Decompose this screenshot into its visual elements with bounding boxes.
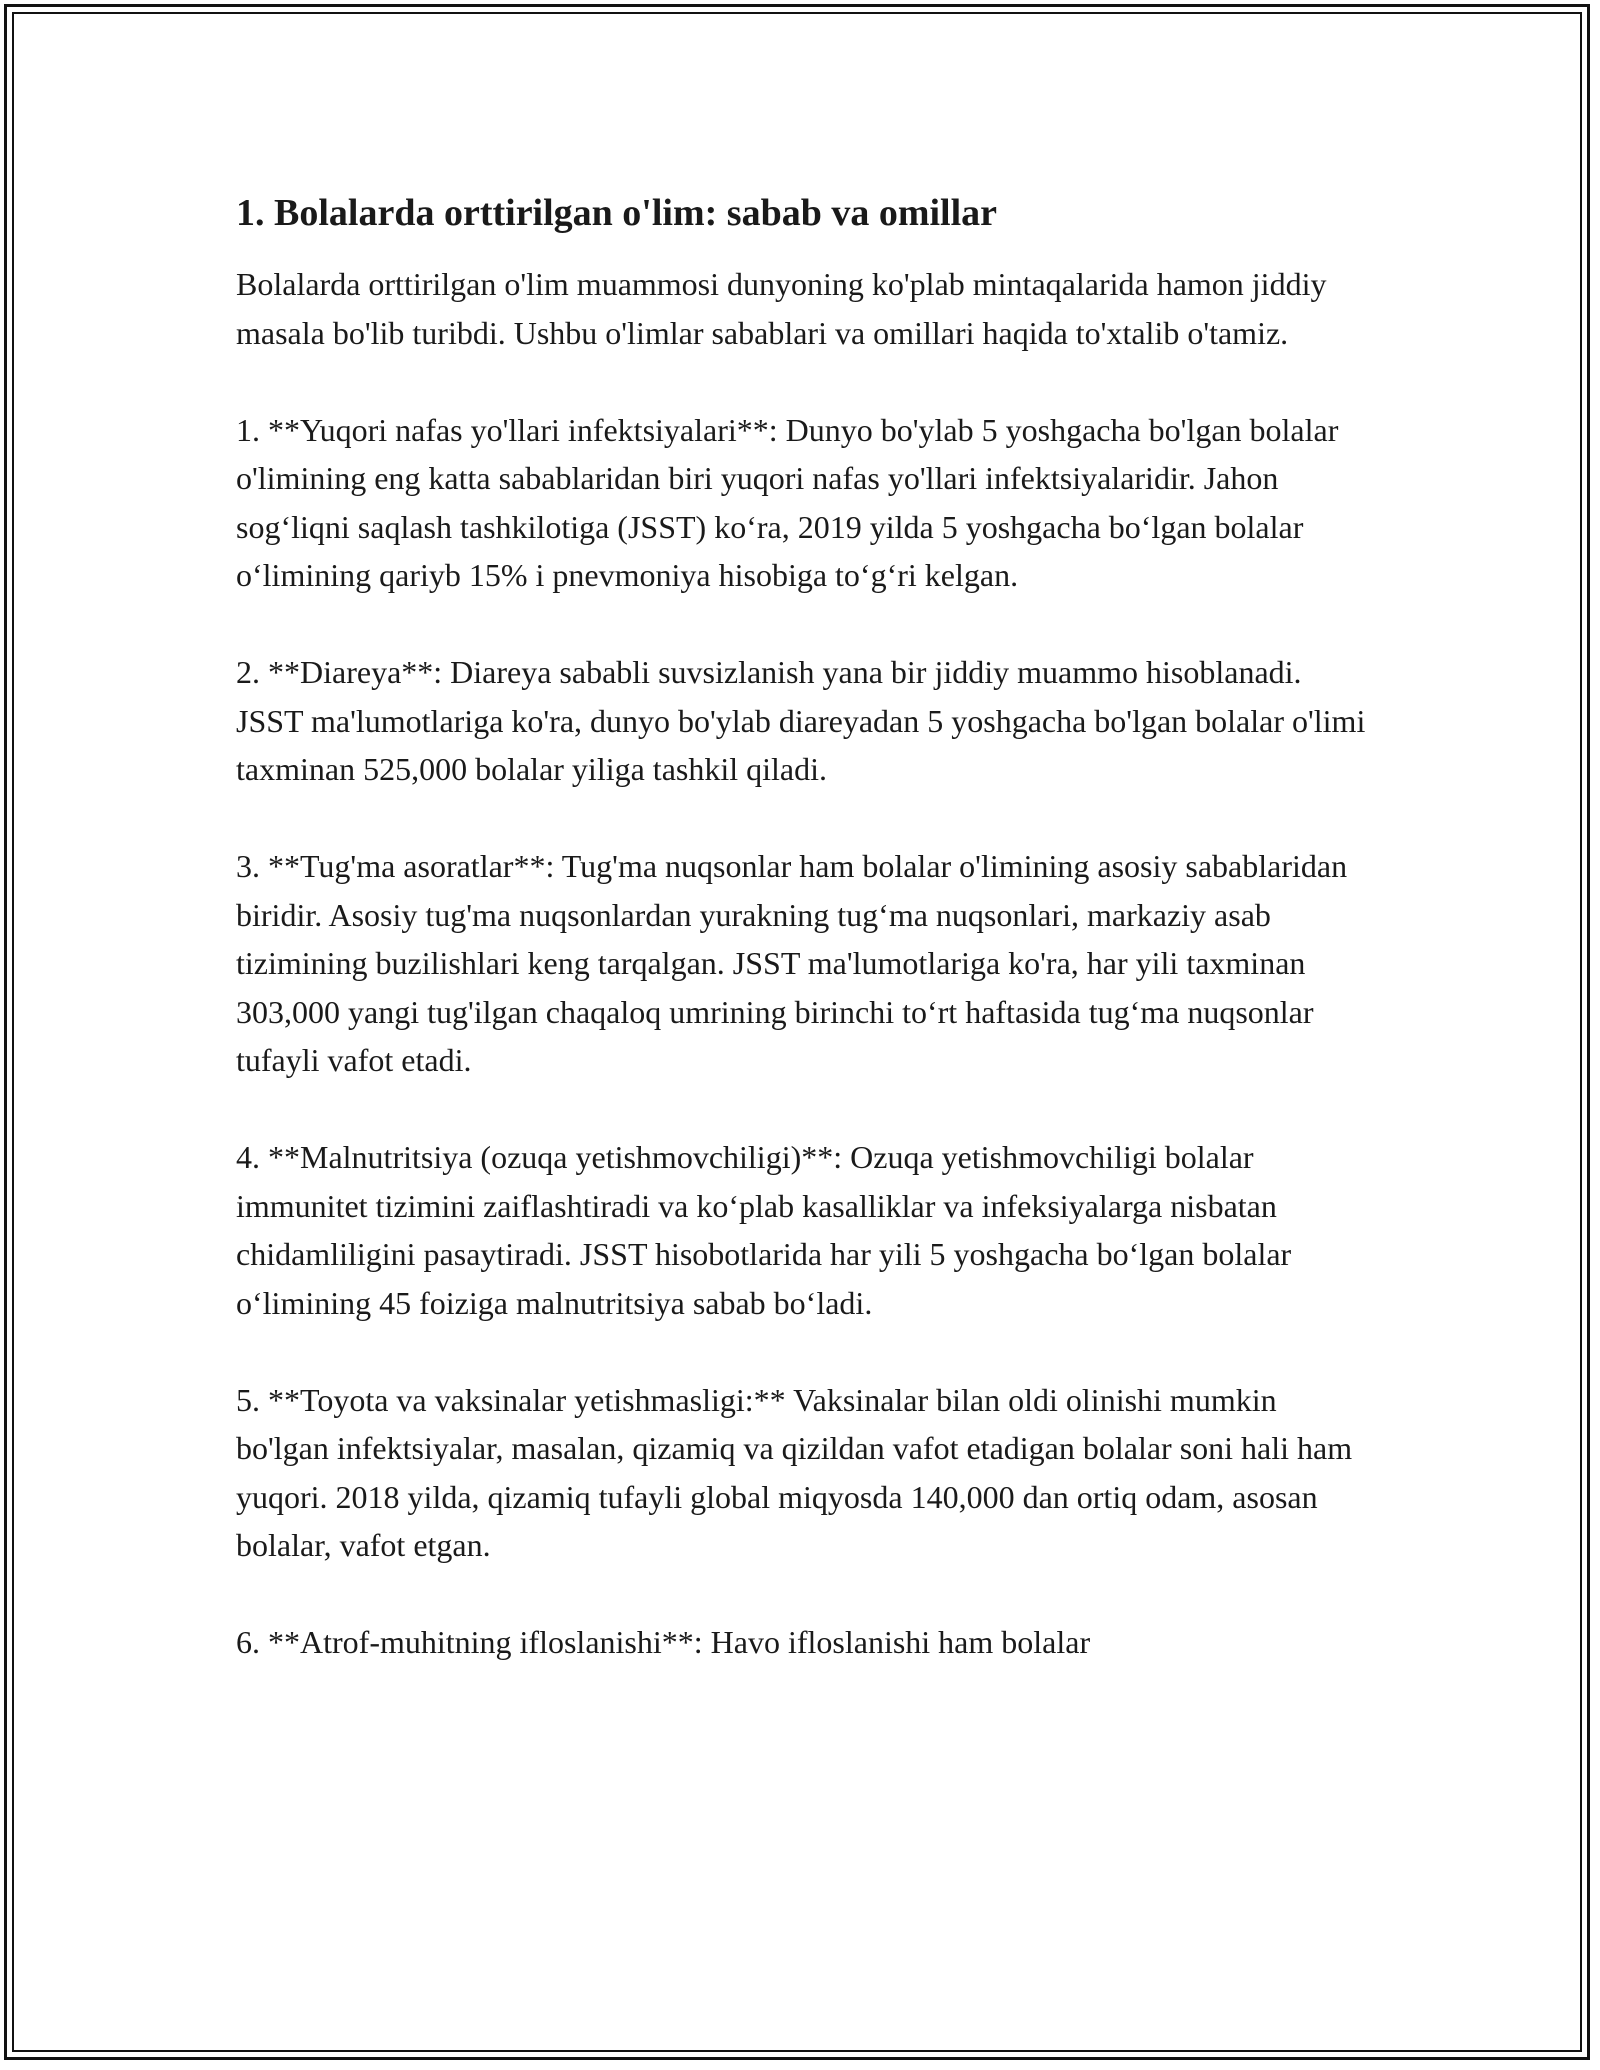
document-title: 1. Bolalarda orttirilgan o'lim: sabab va omillar — [236, 192, 998, 234]
intro-paragraph: Bolalarda orttirilgan o'lim muammosi dunyoning ko'plab mintaqalarida hamon jiddiy masala bo'lib turibdi. Ushbu o'limlar sabablari va omillari haqida to'xtalib o'tamiz. — [236, 266, 1327, 351]
paragraph-vaccines: 5. **Toyota va vaksinalar yetishmasligi:** Vaksinalar bilan oldi olinishi mumkin bo'lgan infektsiyalar, masalan, qizamiq va qizildan vafot etadigan bolalar soni hali ham yuqori. 2018 yilda, qizamiq tufayli global miqyosda 140,000 dan ortiq odam, asosan bolalar, vafot etgan. — [236, 1381, 1353, 1563]
paragraph-respiratory-infections: 1. **Yuqori nafas yo'llari infektsiyalari**: Dunyo bo'ylab 5 yoshgacha bo'lgan bolalar o'limining eng katta sabablaridan biri yuqori nafas yo'llari infektsiyalaridir. Jahon sog‘liqni saqlash tashkilotiga (JSST) ko‘ra, 2019 yilda 5 yoshgacha bo‘lgan bolalar o‘limining qariyb 15% i pnevmoniya hisobiga to‘g‘ri kelgan. — [236, 411, 1339, 593]
paragraph-malnutrition: 4. **Malnutritsiya (ozuqa yetishmovchiligi)**: Ozuqa yetishmovchiligi bolalar immunitet tizimini zaiflashtiradi va ko‘plab kasalliklar va infeksiyalarga nisbatan chidamliligini pasaytiradi. JSST hisobotlarida har yili 5 yoshgacha bo‘lgan bolalar o‘limining 45 foiziga malnutritsiya sabab bo‘ladi. — [236, 1139, 1292, 1321]
paragraph-congenital-complications: 3. **Tug'ma asoratlar**: Tug'ma nuqsonlar ham bolalar o'limining asosiy sabablaridan biridir. Asosiy tug'ma nuqsonlardan yurakning tug‘ma nuqsonlari, markaziy asab tizimining buzilishlari keng tarqalgan. JSST ma'lumotlariga ko'ra, har yili taxminan 303,000 yangi tug'ilgan chaqaloq umrining birinchi to‘rt haftasida tug‘ma nuqsonlar tufayli vafot etadi. — [236, 848, 1348, 1078]
document-body — [236, 188, 1366, 1715]
paragraph-pollution: 6. **Atrof-muhitning ifloslanishi**: Havo ifloslanishi ham bolalar — [236, 1624, 1091, 1660]
paragraph-diarrhea: 2. **Diareya**: Diareya sababli suvsizlanish yana bir jiddiy muammo hisoblanadi. JSST ma'lumotlariga ko'ra, dunyo bo'ylab diareyadan 5 yoshgacha bo'lgan bolalar o'limi taxminan 525,000 bolalar yiliga tashkil qiladi. — [236, 654, 1366, 787]
